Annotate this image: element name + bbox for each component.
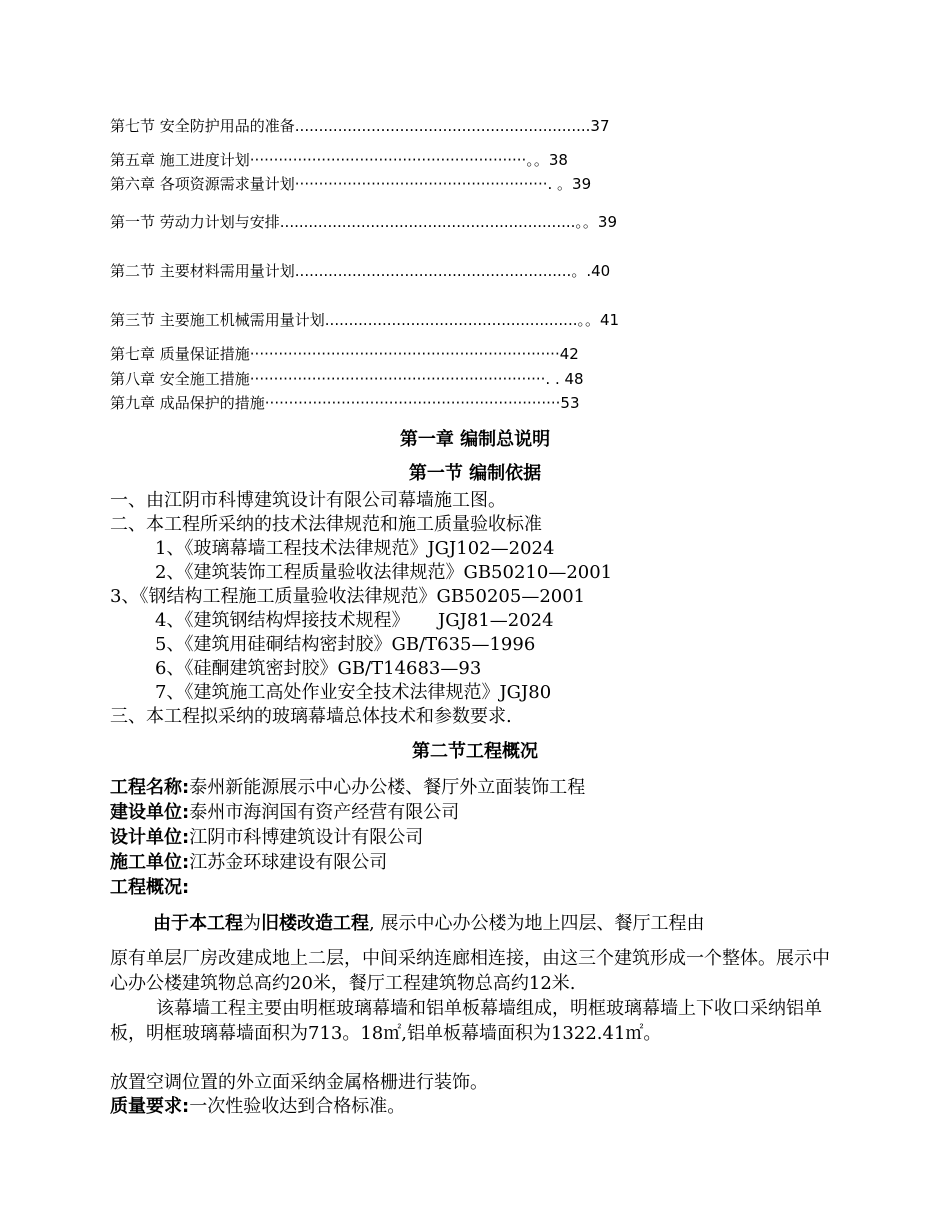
basis-item: 6、《硅酮建筑密封胶》GB/T14683—93 (155, 658, 482, 679)
info-label: 设计单位: (110, 827, 190, 848)
info-label: 工程概况: (110, 877, 190, 898)
overview-paragraph: 放置空调位置的外立面采纳金属格栅进行装饰。 (110, 1072, 488, 1093)
toc-entry (110, 393, 830, 413)
info-row (110, 826, 423, 850)
toc-entry-title: 第二节 主要材料需用量计划 (110, 262, 295, 280)
toc-entry-title: 第九章 成品保护的措施 (110, 394, 265, 412)
overview-text: , 展示中心办公楼为地上四层、餐厅工程由 (369, 913, 705, 934)
toc-entry (110, 116, 830, 136)
toc-page-number: 37 (590, 117, 610, 135)
section-title: 第一节 编制依据 (408, 463, 542, 484)
toc-entry (110, 261, 830, 281)
overview-emphasis: 旧楼改造工程 (261, 913, 369, 934)
info-row (110, 801, 459, 825)
toc-page-number: 53 (560, 394, 580, 412)
toc-leader: ································································· (249, 345, 560, 363)
toc-leader: .............................................................. (294, 117, 591, 135)
chapter-title: 第一章 编制总说明 (399, 429, 551, 450)
toc-entry-title: 第五章 施工进度计划 (110, 151, 250, 169)
section-title: 第二节工程概况 (412, 741, 538, 762)
toc-entry (110, 369, 830, 389)
toc-entry-title: 第六章 各项资源需求量计划 (110, 175, 295, 193)
toc-leader: ······························································ (264, 394, 561, 412)
info-value: 江阴市科博建筑设计有限公司 (189, 827, 424, 848)
toc-entry (110, 344, 830, 364)
toc-entry (110, 212, 830, 232)
overview-emphasis: 由于本工程 (153, 913, 243, 934)
basis-item: 一、由江阴市科博建筑设计有限公司幕墙施工图。 (110, 490, 506, 511)
toc-entry (110, 150, 830, 170)
toc-entry-title: 第八章 安全施工措施 (110, 370, 250, 388)
info-label: 施工单位: (110, 852, 190, 873)
quality-row (110, 1095, 405, 1119)
basis-item: 7、《建筑施工高处作业安全技术法律规范》JGJ80 (155, 682, 552, 703)
basis-item: 1、《玻璃幕墙工程技术法律规范》JGJ102—2024 (155, 538, 555, 559)
info-label: 工程名称: (110, 777, 190, 798)
toc-leader: .............................................................. (279, 213, 576, 231)
toc-entry-title: 第三节 主要施工机械需用量计划 (110, 311, 325, 329)
basis-item: 4、《建筑钢结构焊接技术规程》 JGJ81—2024 (155, 610, 554, 631)
info-row (110, 876, 189, 900)
toc-page-number: 。。38 (526, 151, 568, 169)
toc-entry-title: 第七节 安全防护用品的准备 (110, 117, 295, 135)
overview-paragraph-line (153, 912, 704, 936)
toc-leader: .......................................................... (294, 262, 572, 280)
toc-entry (110, 174, 830, 194)
overview-text: 为 (243, 913, 261, 934)
quality-label: 质量要求: (110, 1096, 190, 1117)
toc-page-number: 。。41 (577, 311, 620, 329)
info-row (110, 776, 585, 800)
overview-paragraph: 原有单层厂房改建成地上二层，中间采纳连廊相连接，由这三个建筑形成一个整体。展示中心办公楼建筑物总高约20米，餐厅工程建筑物总高约12米. (110, 948, 830, 994)
toc-leader: ..................................................... (324, 311, 578, 329)
info-row (110, 851, 387, 875)
basis-item: 3、《钢结构工程施工质量验收法律规范》GB50205—2001 (110, 586, 586, 607)
toc-page-number: 42 (559, 345, 579, 363)
toc-page-number: . 。39 (547, 175, 592, 193)
toc-leader: ····················································· (294, 175, 548, 193)
toc-page-number: . . 48 (545, 370, 584, 388)
toc-entry-title: 第一节 劳动力计划与安排 (110, 213, 280, 231)
overview-paragraph: 该幕墙工程主要由明框玻璃幕墙和铝单板幕墙组成，明框玻璃幕墙上下收口采纳铝单板，明框玻璃幕墙面积为713。18㎡,铝单板幕墙面积为1322.41㎡。 (110, 998, 822, 1044)
toc-page-number: 。。39 (575, 213, 617, 231)
toc-entry-title: 第七章 质量保证措施 (110, 345, 250, 363)
basis-item: 二、本工程所采纳的技术法律规范和施工质量验收标准 (110, 514, 542, 535)
info-value: 泰州市海润国有资产经营有限公司 (189, 802, 460, 823)
basis-item: 5、《建筑用硅硐结构密封胶》GB/T635—1996 (155, 634, 536, 655)
basis-item: 三、本工程拟采纳的玻璃幕墙总体技术和参数要求. (110, 706, 512, 727)
basis-item: 2、《建筑装饰工程质量验收法律规范》GB50210—2001 (155, 562, 613, 583)
toc-entry (110, 310, 830, 330)
info-value: 江苏金环球建设有限公司 (189, 852, 388, 873)
toc-page-number: 。.40 (571, 262, 611, 280)
toc-leader: ······························································ (249, 370, 546, 388)
info-label: 建设单位: (110, 802, 190, 823)
quality-value: 一次性验收达到合格标准。 (189, 1096, 406, 1117)
toc-leader: ·························································· (249, 151, 527, 169)
info-value: 泰州新能源展示中心办公楼、餐厅外立面装饰工程 (189, 777, 586, 798)
